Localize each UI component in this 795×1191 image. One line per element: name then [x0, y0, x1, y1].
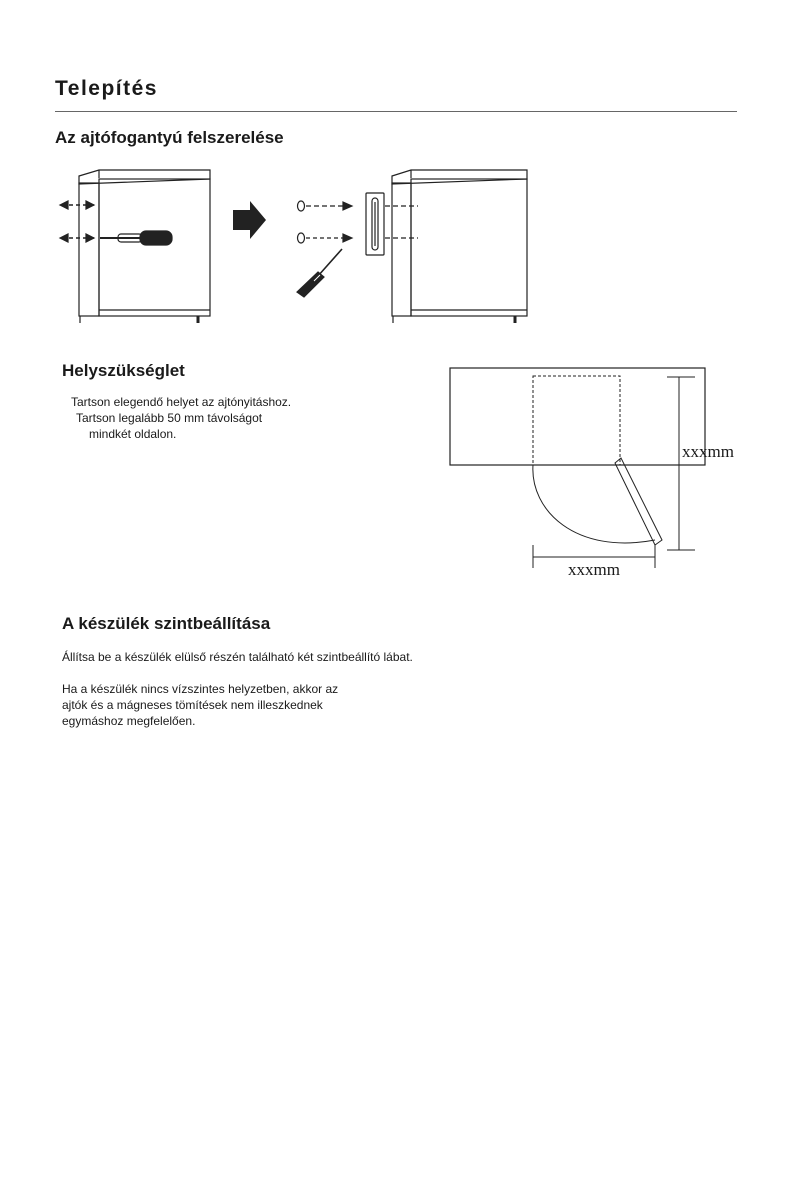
space-text-line-3: mindkét oldalon. — [89, 427, 177, 441]
handle-removal-illustration — [0, 160, 795, 360]
clearance-diagram — [440, 360, 780, 590]
screwdriver-diagonal — [297, 249, 342, 297]
depth-dimension-label: xxxmm — [682, 442, 734, 461]
level-section-heading: A készülék szintbeállítása — [62, 614, 271, 633]
page-title: Telepítés — [55, 77, 158, 100]
fridge-right — [392, 170, 527, 323]
level-text-para-2-line-1: Ha a készülék nincs vízszintes helyzetben, akkor az — [62, 682, 339, 696]
fridge-left — [79, 170, 210, 323]
handle-section-heading: Az ajtófogantyú felszerelése — [55, 128, 284, 147]
title-divider — [55, 111, 737, 112]
step-arrow-icon — [233, 201, 266, 239]
screwdriver-horizontal — [100, 231, 172, 245]
width-dimension-label: xxxmm — [568, 560, 620, 579]
door-handle — [366, 193, 384, 255]
space-section-heading: Helyszükséglet — [62, 361, 185, 380]
level-text-para-2-line-2: ajtók és a mágneses tömítések nem illeszkednek — [62, 698, 323, 712]
space-text-line-2: Tartson legalább 50 mm távolságot — [76, 411, 263, 425]
level-text-para-1: Állítsa be a készülék elülső részén található két szintbeállító lábat. — [62, 650, 413, 664]
screws-group — [298, 201, 346, 243]
level-text-para-2-line-3: egymáshoz megfelelően. — [62, 714, 196, 728]
space-text-line-1: Tartson elegendő helyet az ajtónyitáshoz. — [71, 395, 292, 409]
